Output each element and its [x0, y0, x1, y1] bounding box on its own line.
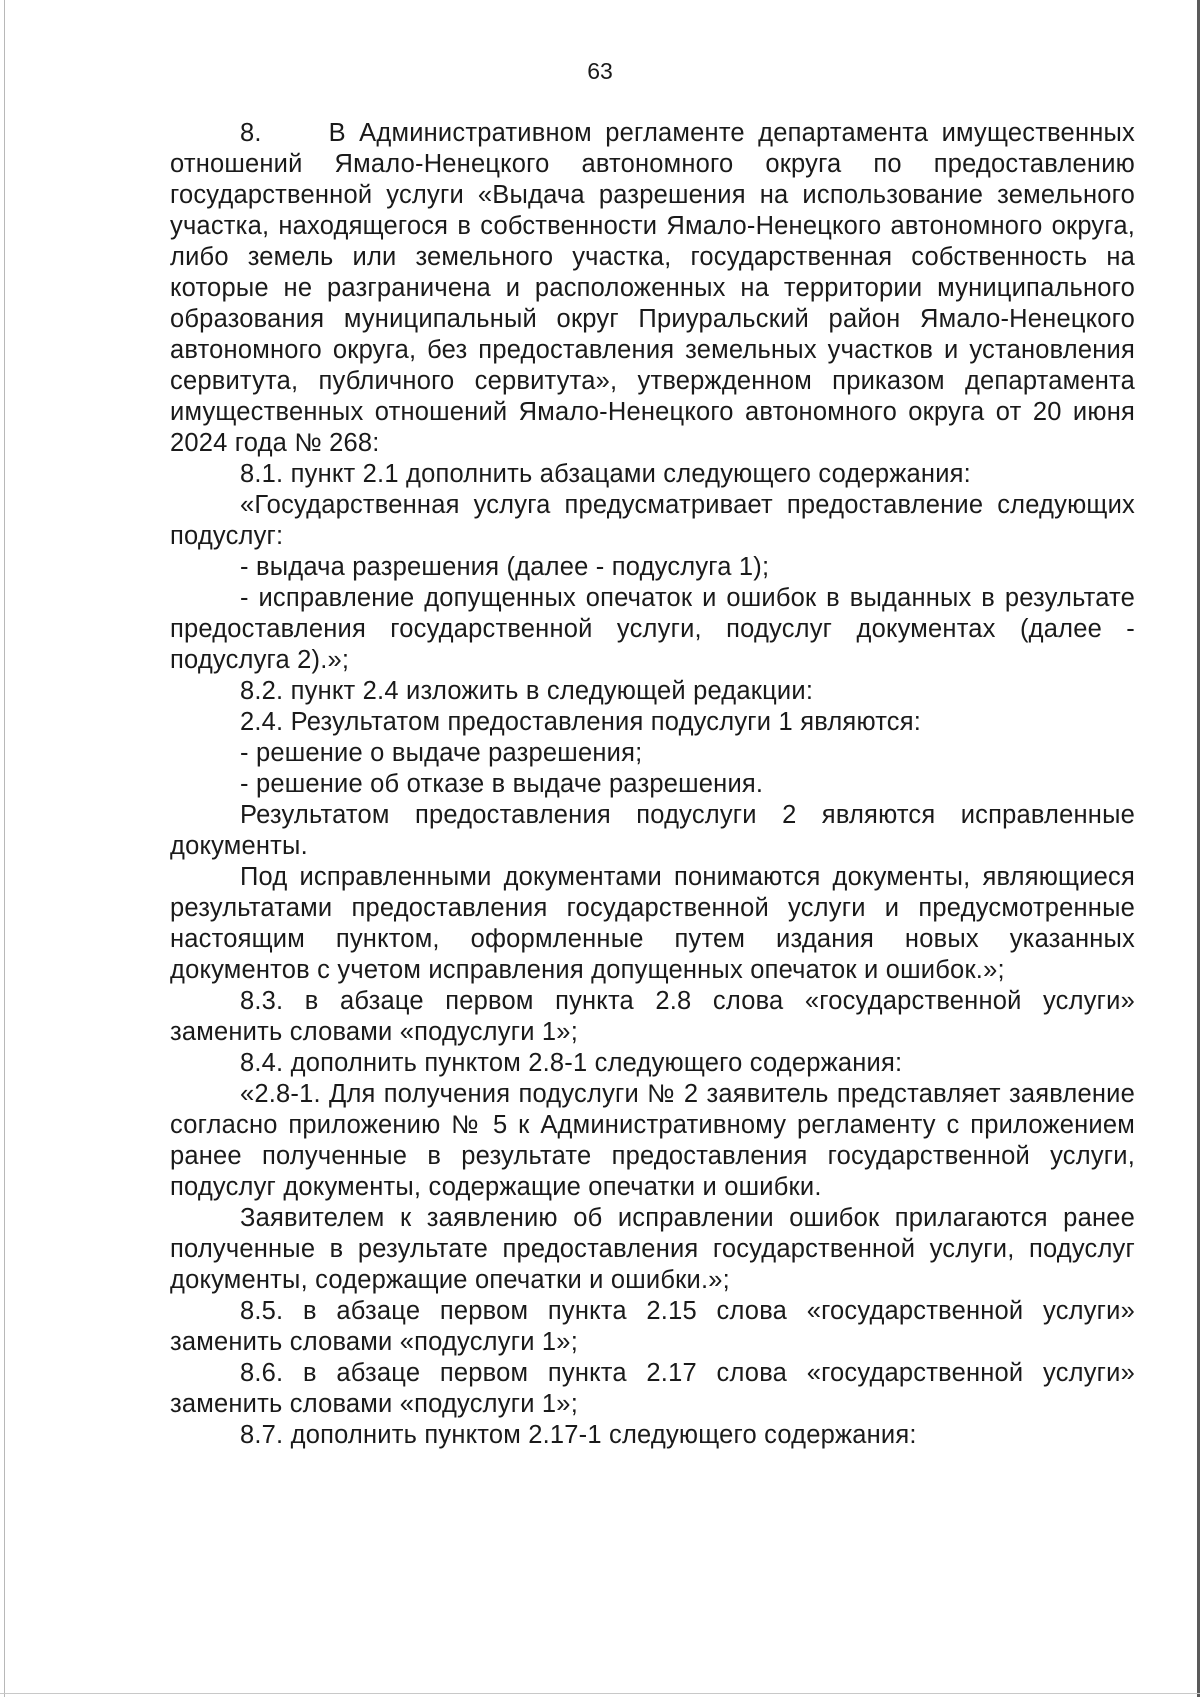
scan-edge-left — [4, 0, 5, 1697]
paragraph-8-7: 8.7. дополнить пунктом 2.17-1 следующего содержания: — [240, 1421, 917, 1449]
scan-edge-bottom — [0, 1693, 1200, 1694]
paragraph-8-5: 8.5. в абзаце первом пункта 2.15 слова «государственной услуги» заменить словами «подуслуги 1»; — [170, 1297, 1135, 1356]
paragraph-corrected-documents: Под исправленными документами понимаются документы, являющиеся результатами предоставления государственной услуги и предусмотренные настоящим пунктом, оформленные путем издания новых указанных документов с учетом исправления допущенных опечаток и ошибок.»; — [170, 863, 1135, 984]
list-item-decision-issue: - решение о выдаче разрешения; — [240, 739, 643, 767]
paragraph-applicant-attachments: Заявителем к заявлению об исправлении ошибок прилагаются ранее полученные в результате предоставления государственной услуги, подуслуг документы, содержащие опечатки и ошибки.»; — [170, 1204, 1135, 1294]
list-item-decision-refusal: - решение об отказе в выдаче разрешения. — [240, 770, 764, 798]
paragraph-result-subservice-2: Результатом предоставления подуслуги 2 являются исправленные документы. — [170, 801, 1135, 860]
document-body — [170, 118, 1135, 1451]
list-item-subservice-1: - выдача разрешения (далее - подуслуга 1); — [240, 553, 770, 581]
paragraph-2-8-1: «2.8-1. Для получения подуслуги № 2 заявитель представляет заявление согласно приложению № 5 к Административному регламенту с приложением ранее полученные в результате предоставления государственной услуги, подуслуг документы, содержащие опечатки и ошибки. — [170, 1080, 1135, 1201]
page-number: 63 — [587, 58, 613, 84]
paragraph-8-3: 8.3. в абзаце первом пункта 2.8 слова «государственной услуги» заменить словами «подуслуги 1»; — [170, 987, 1135, 1046]
paragraph-8-6: 8.6. в абзаце первом пункта 2.17 слова «государственной услуги» заменить словами «подуслуги 1»; — [170, 1359, 1135, 1418]
list-item-subservice-2: - исправление допущенных опечаток и ошибок в выданных в результате предоставления государственной услуги, подуслуг документах (далее - подуслуга 2).»; — [170, 584, 1135, 674]
paragraph-quote-start: «Государственная услуга предусматривает предоставление следующих подуслуг: — [170, 491, 1135, 550]
paragraph-8-intro: 8. В Административном регламенте департамента имущественных отношений Ямало-Ненецкого автономного округа по предоставлению государственной услуги «Выдача разрешения на использование земельного участка, находящегося в собственности Ямало-Ненецкого автономного округа, либо земель или земельного участка, государственная собственность на которые не разграничена и расположенных на территории муниципального образования муниципальный округ Приуральский район Ямало-Ненецкого автономного округа, без предоставления земельных участков и установления сервитута, публичного сервитута», утвержденном приказом департамента имущественных отношений Ямало-Ненецкого автономного округа от 20 июня 2024 года № 268: — [170, 119, 1135, 457]
paragraph-8-2: 8.2. пункт 2.4 изложить в следующей редакции: — [240, 677, 814, 705]
paragraph-8-1: 8.1. пункт 2.1 дополнить абзацами следующего содержания: — [240, 460, 971, 488]
paragraph-8-4: 8.4. дополнить пунктом 2.8-1 следующего содержания: — [240, 1049, 903, 1077]
paragraph-2-4: 2.4. Результатом предоставления подуслуги 1 являются: — [240, 708, 922, 736]
